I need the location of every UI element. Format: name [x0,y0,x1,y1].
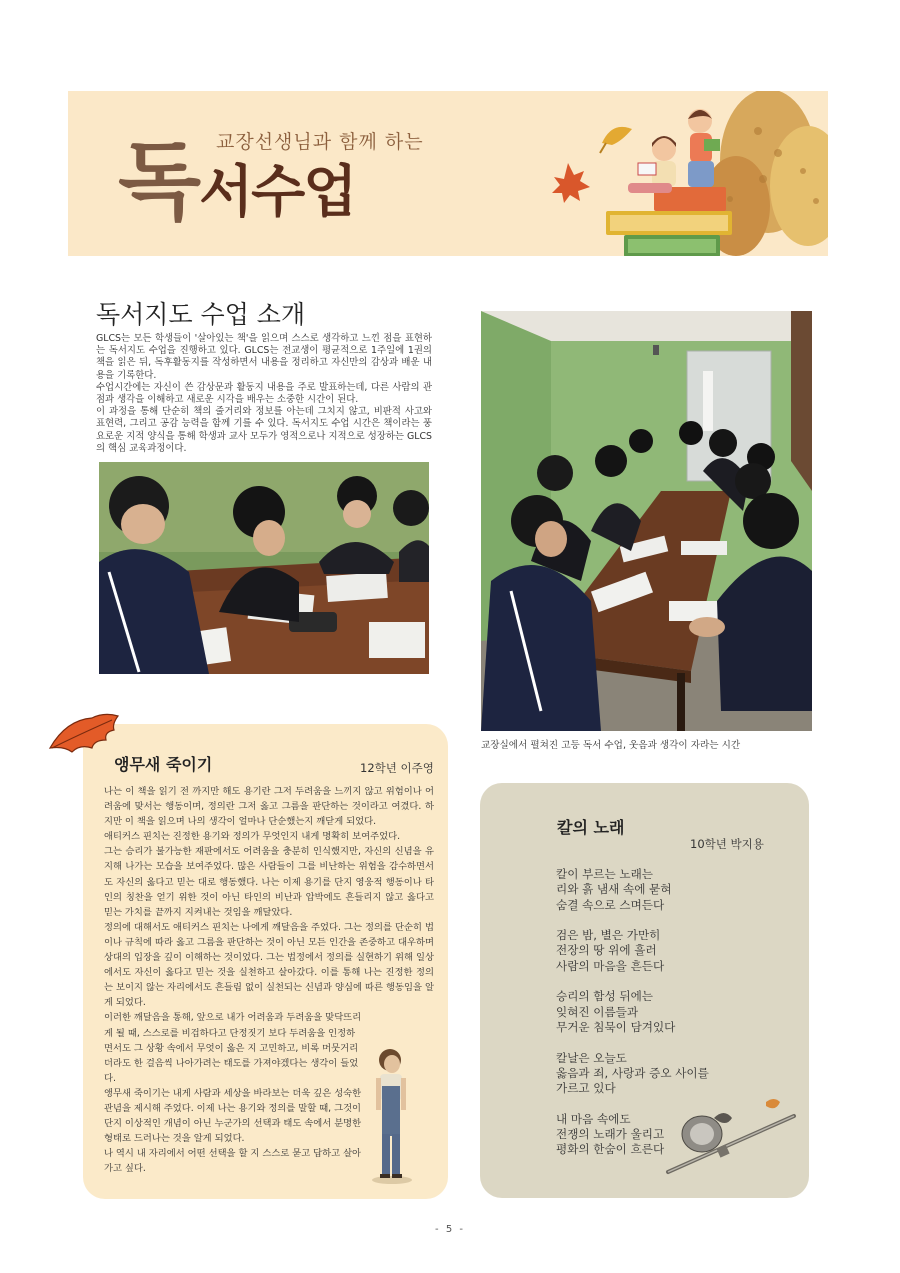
essay-paragraph: 애티커스 핀치는 진정한 용기와 정의가 무엇인지 내게 명확히 보여주었다. [104,831,401,843]
poem-line: 옳음과 죄, 사랑과 증오 사이를 [556,1065,709,1080]
header-banner [68,91,828,256]
poem-line: 숨결 속으로 스며든다 [556,897,665,912]
poem-line: 전장의 땅 위에 흘러 [556,943,657,958]
essay-paragraph: 정의에 대해서도 애티커스 핀치는 나에게 깨달음을 주었다. 그는 정의를 단순히 법이나 규칙에 따라 옳고 그름을 판단하는 것이 아닌 모든 인간을 존중하고 대우하며 상대의 입장을 깊이 이해하는 것이었다. 그는 법정에서 정의를 실현하기 위해 일상에서도 자신이 옳다고 믿는 것을 실천하고 살아갔다. 이를 통해 나는 진정한 정의는 보이지 않는 자리에서도 흔들림 없이 실천되는 신념과 양심에 따른 행동임을 알게 되었다. [104,921,434,1009]
poem-line: 칼이 부르는 노래는 [556,867,653,881]
intro-paragraph: GLCS는 모든 학생들이 '살아있는 책'을 읽으며 스스로 생각하고 느낀 점을 표현하는 독서지도 수업을 진행하고 있다. GLCS는 전교생이 평균적으로 1주일에 1권의 책을 읽은 뒤, 독후활동지를 작성하면서 내용을 정리하고 자신만의 감상과 배운 내용을 기록한다. [96,333,432,381]
essay-paragraph: 나는 이 책을 읽기 전 까지만 해도 용기란 그저 두려움을 느끼지 않고 위험이나 어려움에 맞서는 행동이며, 정의란 그저 옳고 그름을 판단하는 것이라고 여겼다. 하지만 이 책을 읽으며 나의 생각이 얼마나 단순했는지 깨닫게 되었다. [104,786,434,828]
poem-line: 평화의 한숨이 흐른다 [556,1142,665,1157]
essay-paragraph: 앵무새 죽이기는 내게 사람과 세상을 바라보는 더욱 깊은 성숙한 관념을 제시해 주었다. 이제 나는 용기와 정의를 말할 때, 그것이 단지 이상적인 개념이 아닌 누군가의 선택과 태도 속에서 분명한 형태로 드러나는 것을 알게 되었다. [104,1087,362,1145]
poem-line: 리와 흙 냄새 속에 묻혀 [556,882,672,897]
banner-title-first: 독 [118,132,198,232]
poem-title: 칼의 노래 [557,818,625,837]
poem-line: 승리의 함성 뒤에는 [556,989,653,1004]
essay-paragraph: 나 역시 내 자리에서 어떤 선택을 할 지 스스로 묻고 답하고 살아가고 싶다. [104,1148,362,1175]
intro-text [96,333,432,455]
essay-paragraph: 그는 승리가 불가능한 재판에서도 어려움을 충분히 인식했지만, 자신의 신념을 유지해 나가는 모습을 보여주었다. 많은 사람들이 그를 비난하는 위험을 감수하면서도 자신의 옳다고 믿는 대로 행동했다. 나는 이제 용기를 단지 영웅적 행동이나 타인의 칭찬을 얻기 위한 것이 아닌 타인의 비난과 압박에도 흔들리지 않고 옳다고 믿는 가치를 끝까지 지켜내는 것임을 깨달았다. [104,846,434,918]
essay-title: 앵무새 죽이기 [114,755,213,774]
photo-caption: 교장실에서 펼쳐진 고등 독서 수업, 웃음과 생각이 자라는 시간 [481,740,741,751]
poem-line: 무거운 침묵이 담겨있다 [556,1019,676,1034]
reading-illustration [468,91,828,256]
class-photo-room [481,311,812,731]
poem-stanza [556,867,736,913]
poem-line: 칼날은 오늘도 [556,1050,627,1065]
maple-leaf-icon [46,708,122,756]
intro-paragraph: 이 과정을 통해 단순히 책의 줄거리와 정보를 아는데 그치지 않고, 비판적 사고와 표현력, 그리고 공감 능력을 함께 기를 수 있다. 독서지도 수업 시간은 책이라는 풍요로운 지적 양식을 통해 학생과 교사 모두가 영적으로나 지적으로 성장하는 GLCS의 핵심 교육과정이다. [96,406,432,454]
essay-author: 12학년 이주영 [360,761,434,775]
poem-stanza [556,989,736,1035]
poem-line: 가르고 있다 [556,1081,616,1096]
banner-subtitle: 교장선생님과 함께 하는 [216,131,424,153]
poem-line: 내 마음 속에도 [556,1111,631,1126]
intro-paragraph: 수업시간에는 자신이 쓴 감상문과 활동지 내용을 주로 발표하는데, 다른 사람의 관점과 생각을 이해하고 새로운 시각을 배우는 소중한 시간이 된다. [96,381,432,406]
poem-stanza [556,1051,736,1097]
poem-line: 잊혀진 이름들과 [556,1004,639,1019]
poem-stanza [556,928,736,974]
sword-illustration [662,1094,804,1180]
section-heading: 독서지도 수업 소개 [96,300,306,329]
essay-paragraph: 이러한 깨달음을 통해, 앞으로 내가 어려움과 두려움을 맞닥뜨리게 될 때, 스스로를 비겁하다고 단정짓기 보다 두려움을 인정하면서도 그 상황 속에서 무엇이 옳은 지 고민하고, 비록 머뭇거리더라도 한 걸음씩 나아가려는 태도를 가져야겠다는 생각이 들었다. [104,1012,362,1084]
poem-line: 전쟁의 노래가 울리고 [556,1127,665,1142]
class-photo-closeup [99,462,429,674]
poem-line: 사람의 마음을 흔든다 [556,958,665,973]
banner-title-rest: 서수업 [199,160,356,225]
poem-author: 10학년 박지용 [690,837,764,851]
page-number: - 5 - [435,1224,465,1235]
boy-figure-illustration [368,1046,416,1186]
poem-line: 검은 밤, 별은 가만히 [556,928,661,943]
